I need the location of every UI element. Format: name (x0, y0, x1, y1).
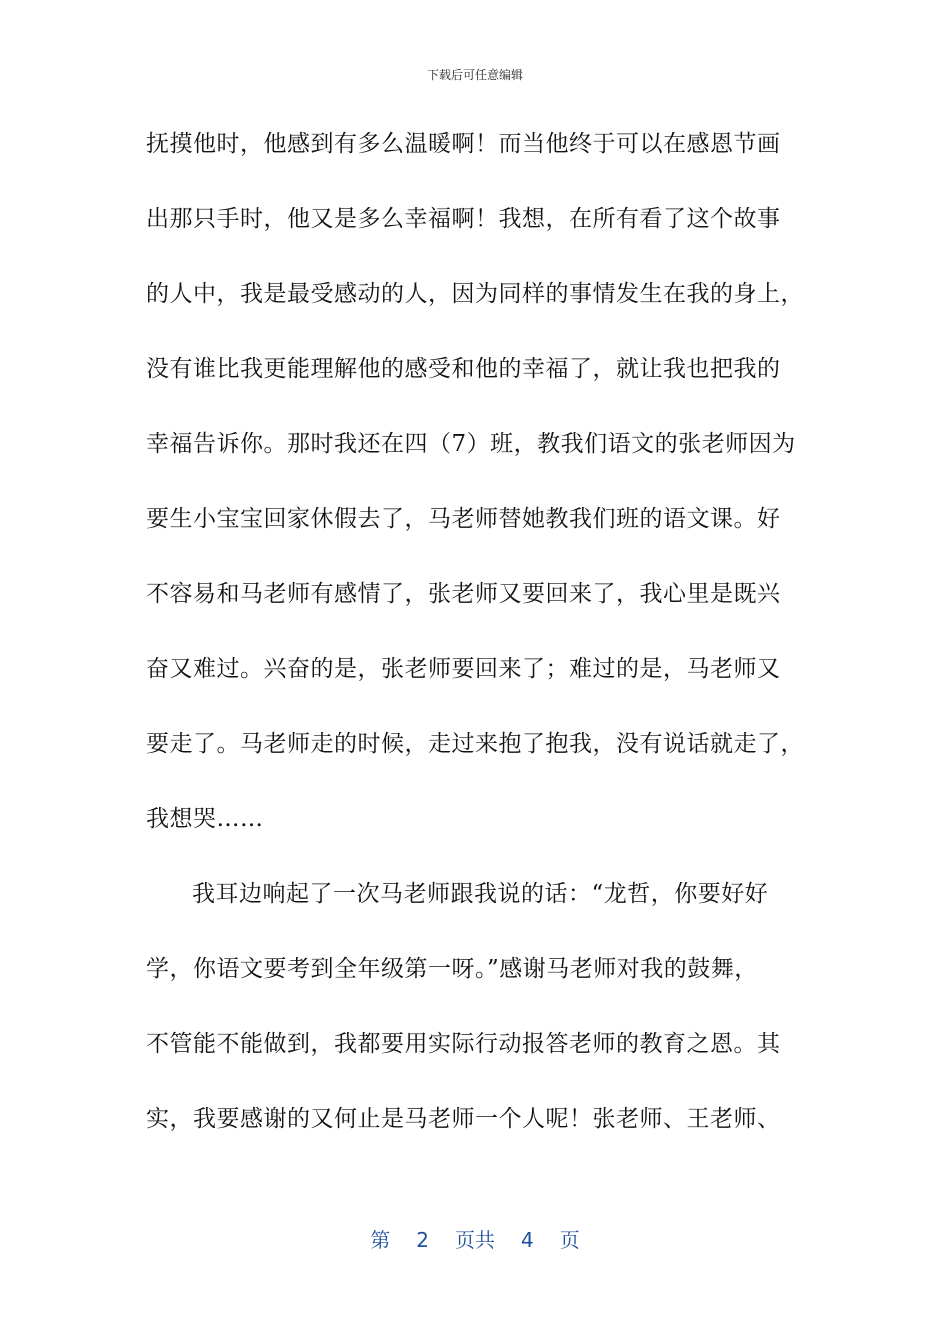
text-line-10: 我想哭…… (146, 806, 264, 832)
text-line-6: 要生小宝宝回家休假去了，马老师替她教我们班的语文课。好 (146, 506, 781, 532)
text-line-11: 我耳边响起了一次马老师跟我说的话：“龙哲，你要好好 (192, 881, 769, 907)
text-line-8: 奋又难过。兴奋的是，张老师要回来了；难过的是，马老师又 (146, 656, 781, 682)
footer-total-pages: 4 (521, 1228, 534, 1252)
page-footer (0, 1224, 950, 1253)
page-header (0, 66, 950, 83)
text-line-7: 不容易和马老师有感情了，张老师又要回来了，我心里是既兴 (146, 581, 781, 607)
text-line-13: 不管能不能做到，我都要用实际行动报答老师的教育之恩。其 (146, 1031, 781, 1057)
text-line-4: 没有谁比我更能理解他的感受和他的幸福了，就让我也把我的 (146, 356, 781, 382)
document-body (146, 124, 806, 1174)
footer-page-number: 2 (416, 1228, 429, 1252)
text-line-2: 出那只手时，他又是多么幸福啊！我想，在所有看了这个故事 (146, 206, 781, 232)
text-line-14: 实，我要感谢的又何止是马老师一个人呢！张老师、王老师、 (146, 1106, 781, 1132)
text-line-9: 要走了。马老师走的时候，走过来抱了抱我，没有说话就走了， (146, 731, 804, 757)
text-line-5: 幸福告诉你。那时我还在四（7）班，教我们语文的张老师因为 (146, 431, 796, 457)
text-line-12: 学，你语文要考到全年级第一呀。”感谢马老师对我的鼓舞， (146, 956, 758, 982)
footer-prefix: 第 (370, 1228, 391, 1252)
footer-middle: 页共 (455, 1228, 495, 1252)
text-line-1: 抚摸他时，他感到有多么温暖啊！而当他终于可以在感恩节画 (146, 131, 781, 157)
footer-suffix: 页 (559, 1228, 580, 1252)
header-text: 下载后可任意编辑 (426, 68, 523, 82)
text-line-3: 的人中，我是最受感动的人，因为同样的事情发生在我的身上， (146, 281, 804, 307)
